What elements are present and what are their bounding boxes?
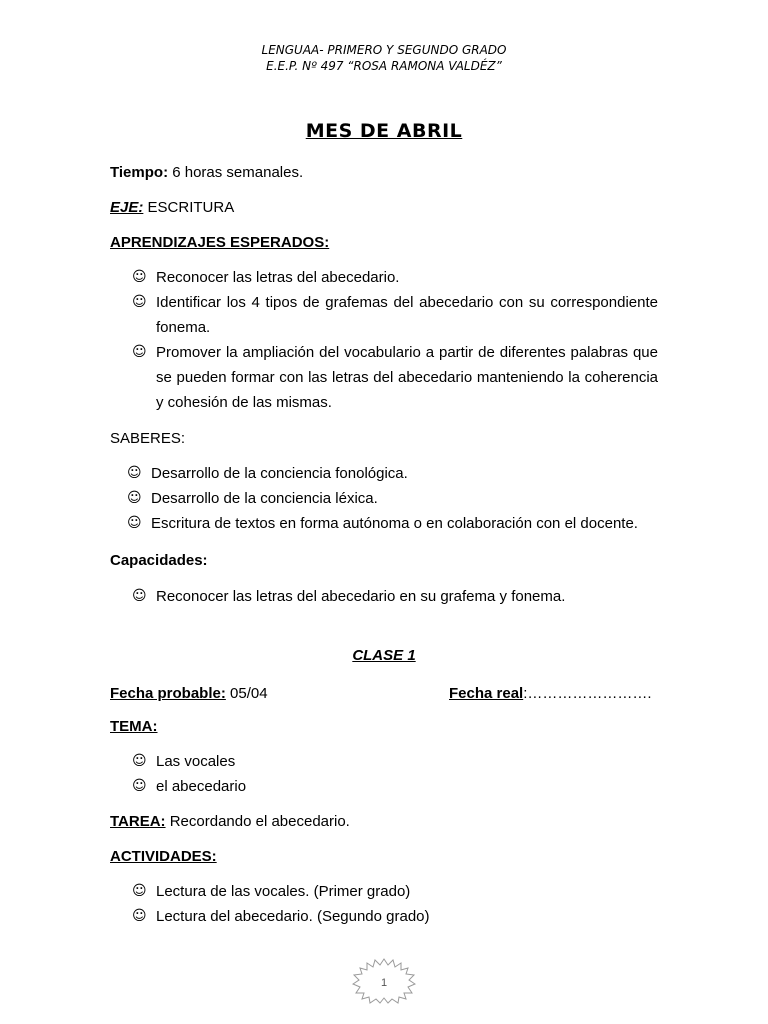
tiempo-value: 6 horas semanales. <box>168 164 304 181</box>
smiley-icon: ☺ <box>132 908 147 924</box>
actividades-label: ACTIVIDADES: <box>110 848 217 865</box>
smiley-icon: ☺ <box>127 465 142 481</box>
tiempo-line <box>110 160 658 185</box>
list-item: ☺ Lectura del abecedario. (Segundo grado) <box>156 904 658 929</box>
page-title: MES DE ABRIL <box>305 120 463 142</box>
capacidades-label: Capacidades: <box>110 552 208 569</box>
list-item: ☺ Lectura de las vocales. (Primer grado) <box>156 879 658 904</box>
eje-value: ESCRITURA <box>143 199 235 216</box>
saberes-list <box>127 461 671 536</box>
fecha-probable-line <box>110 681 440 706</box>
smiley-icon: ☺ <box>127 490 142 506</box>
list-item: ☺ Desarrollo de la conciencia fonológica. <box>151 461 671 486</box>
fecha-real-label: Fecha real <box>449 685 524 702</box>
list-item: ☺ Reconocer las letras del abecedario. <box>156 265 658 290</box>
tema-heading <box>110 714 658 739</box>
smiley-icon: ☺ <box>132 883 147 899</box>
eje-line <box>110 195 658 220</box>
fecha-real-line <box>449 681 652 706</box>
aprendizajes-label: APRENDIZAJES ESPERADOS: <box>110 234 330 251</box>
smiley-icon: ☺ <box>132 753 147 769</box>
capacidades-heading <box>110 548 658 573</box>
saberes-heading <box>110 426 658 451</box>
smiley-icon: ☺ <box>132 344 147 360</box>
actividades-list <box>132 879 658 929</box>
smiley-icon: ☺ <box>132 269 147 285</box>
page-number: 1 <box>380 977 388 989</box>
header-line-1: LENGUAA- PRIMERO Y SEGUNDO GRADO <box>261 43 507 57</box>
actividades-heading <box>110 844 658 869</box>
clase-title: CLASE 1 <box>352 647 416 664</box>
smiley-icon: ☺ <box>132 588 147 604</box>
list-item: ☺ el abecedario <box>156 774 658 799</box>
header-line-2: E.E.P. Nº 497 “ROSA RAMONA VALDÉZ” <box>266 59 502 73</box>
list-item: ☺ Promover la ampliación del vocabulario a partir de diferentes palabras que se pueden formar con las letras del abecedario manteniendo la coherencia y cohesión de las mismas. <box>156 340 658 415</box>
aprendizajes-heading <box>110 230 658 255</box>
tarea-line <box>110 809 658 834</box>
list-item: ☺ Las vocales <box>156 749 658 774</box>
aprendizajes-list <box>132 265 658 415</box>
smiley-icon: ☺ <box>132 778 147 794</box>
document-header <box>0 42 768 74</box>
eje-label: EJE: <box>110 199 144 216</box>
smiley-icon: ☺ <box>132 294 147 310</box>
list-item: ☺ Reconocer las letras del abecedario en su grafema y fonema. <box>156 584 658 609</box>
fecha-real-value: :……………………. <box>523 685 652 702</box>
smiley-icon: ☺ <box>127 515 142 531</box>
fecha-probable-label: Fecha probable: <box>110 685 226 702</box>
tarea-label: TAREA: <box>110 813 166 830</box>
tiempo-label: Tiempo: <box>110 164 169 181</box>
saberes-label: SABERES: <box>110 430 186 447</box>
fecha-probable-value: 05/04 <box>225 685 268 702</box>
capacidades-list <box>132 584 658 609</box>
list-item: ☺ Identificar los 4 tipos de grafemas del abecedario con su correspondiente fonema. <box>156 290 658 340</box>
tarea-value: Recordando el abecedario. <box>165 813 350 830</box>
list-item: ☺ Escritura de textos en forma autónoma o en colaboración con el docente. <box>151 511 671 536</box>
list-item: ☺ Desarrollo de la conciencia léxica. <box>151 486 671 511</box>
tema-label: TEMA: <box>110 718 158 735</box>
tema-list <box>132 749 658 799</box>
page-number-seal <box>352 958 416 1004</box>
